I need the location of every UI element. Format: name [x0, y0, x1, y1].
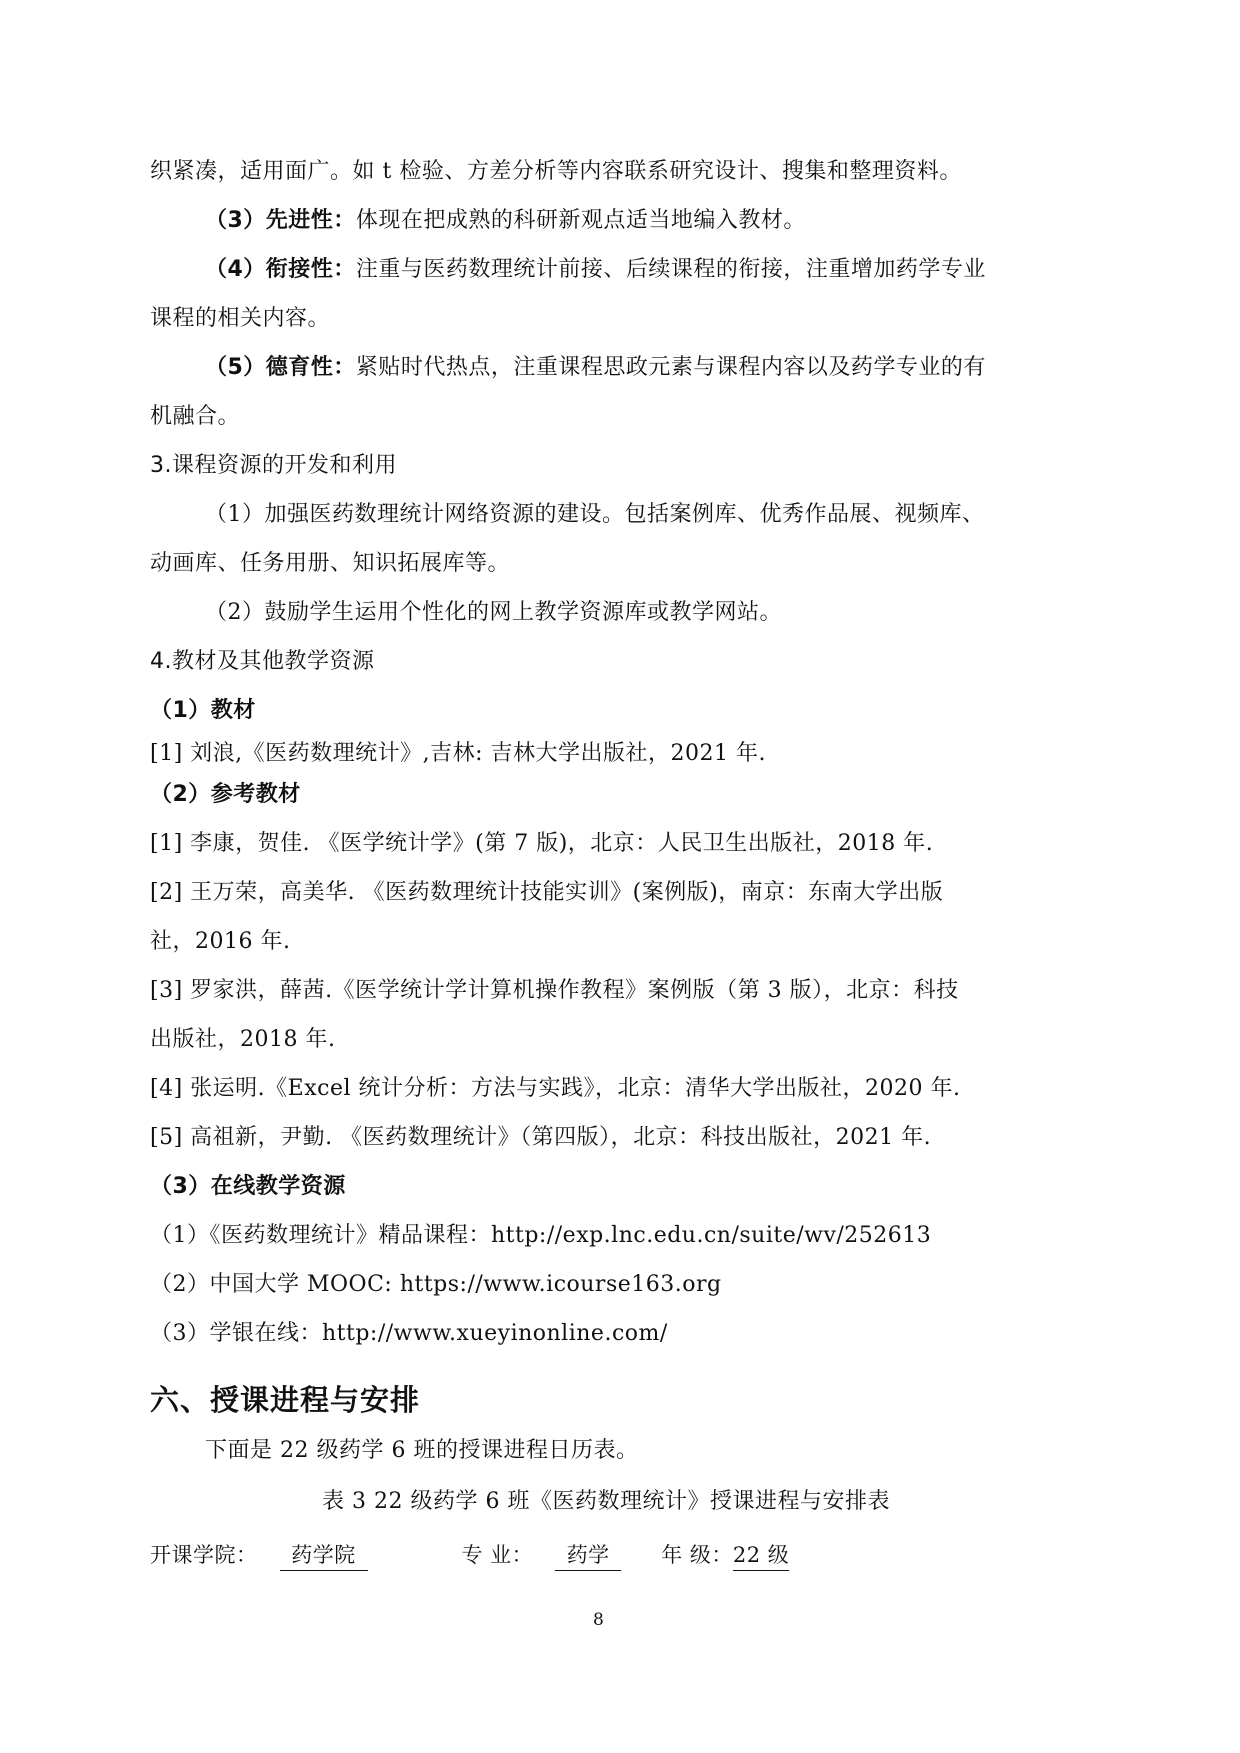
reference-item: [3] 罗家洪，薛茜.《医学统计学计算机操作教程》案例版（第 3 版），北京：科技	[150, 978, 959, 1003]
reference-item: [2] 王万荣，高美华. 《医药数理统计技能实训》(案例版)，南京：东南大学出版	[150, 880, 944, 905]
page-number: 8	[593, 1610, 605, 1630]
item-text: 紧贴时代热点，注重课程思政元素与课程内容以及药学专业的有	[355, 355, 986, 380]
subheading-textbook: （1）教材	[150, 698, 256, 723]
paragraph-line: 下面是 22 级药学 6 班的授课进程日历表。	[205, 1438, 639, 1463]
list-item-connection	[205, 255, 986, 285]
section-heading: 3.课程资源的开发和利用	[150, 453, 397, 478]
item-label: （3）先进性：	[205, 208, 356, 233]
reference-item: [1] 刘浪,《医药数理统计》,吉林: 吉林大学出版社，2021 年.	[150, 741, 767, 766]
reference-item: [1] 李康，贺佳. 《医学统计学》(第 7 版)，北京：人民卫生出版社，2018 年.	[150, 831, 934, 856]
subheading-online: （3）在线教学资源	[150, 1174, 346, 1199]
college-label: 开课学院：	[150, 1543, 258, 1567]
paragraph-line: （1）加强医药数理统计网络资源的建设。包括案例库、优秀作品展、视频库、	[205, 502, 985, 527]
item-label: （4）衔接性：	[205, 257, 356, 282]
item-text: 注重与医药数理统计前接、后续课程的衔接，注重增加药学专业	[355, 257, 986, 282]
online-resource-item: （1）《医药数理统计》精品课程：http://exp.lnc.edu.cn/suite/wv/252613	[150, 1223, 932, 1248]
item-label: （5）德育性：	[205, 355, 356, 380]
paragraph-line: 动画库、任务用册、知识拓展库等。	[150, 551, 511, 576]
item-text: 体现在把成熟的科研新观点适当地编入教材。	[355, 208, 806, 233]
section-title: 六、授课进程与安排	[150, 1383, 421, 1417]
online-resource-item: （2）中国大学 MOOC: https://www.icourse163.org	[150, 1272, 722, 1297]
list-item-moral	[205, 353, 986, 383]
college-value: 药学院	[280, 1540, 368, 1571]
paragraph-line: 织紧凑，适用面广。如 t 检验、方差分析等内容联系研究设计、搜集和整理资料。	[150, 159, 962, 184]
reference-item-cont: 社，2016 年.	[150, 929, 291, 954]
table-meta-row	[150, 1540, 789, 1571]
list-item-advanced	[205, 206, 806, 236]
paragraph-line: 课程的相关内容。	[150, 306, 331, 331]
online-resource-item: （3）学银在线：http://www.xueyinonline.com/	[150, 1321, 668, 1346]
paragraph-line: 机融合。	[150, 404, 241, 429]
subheading-references: （2）参考教材	[150, 782, 301, 807]
section-heading: 4.教材及其他教学资源	[150, 649, 375, 674]
paragraph-line: （2）鼓励学生运用个性化的网上教学资源库或教学网站。	[205, 600, 782, 625]
reference-item-cont: 出版社，2018 年.	[150, 1027, 336, 1052]
reference-item: [4] 张运明.《Excel 统计分析：方法与实践》，北京：清华大学出版社，2020 年.	[150, 1076, 961, 1101]
major-label: 专 业：	[461, 1543, 534, 1567]
reference-item: [5] 高祖新，尹勤. 《医药数理统计》（第四版），北京：科技出版社，2021 年.	[150, 1125, 932, 1150]
table-caption: 表 3 22 级药学 6 班《医药数理统计》授课进程与安排表	[322, 1489, 890, 1514]
major-value: 药学	[555, 1540, 621, 1571]
grade-value: 22 级	[733, 1540, 789, 1571]
grade-label: 年 级：	[661, 1543, 733, 1567]
